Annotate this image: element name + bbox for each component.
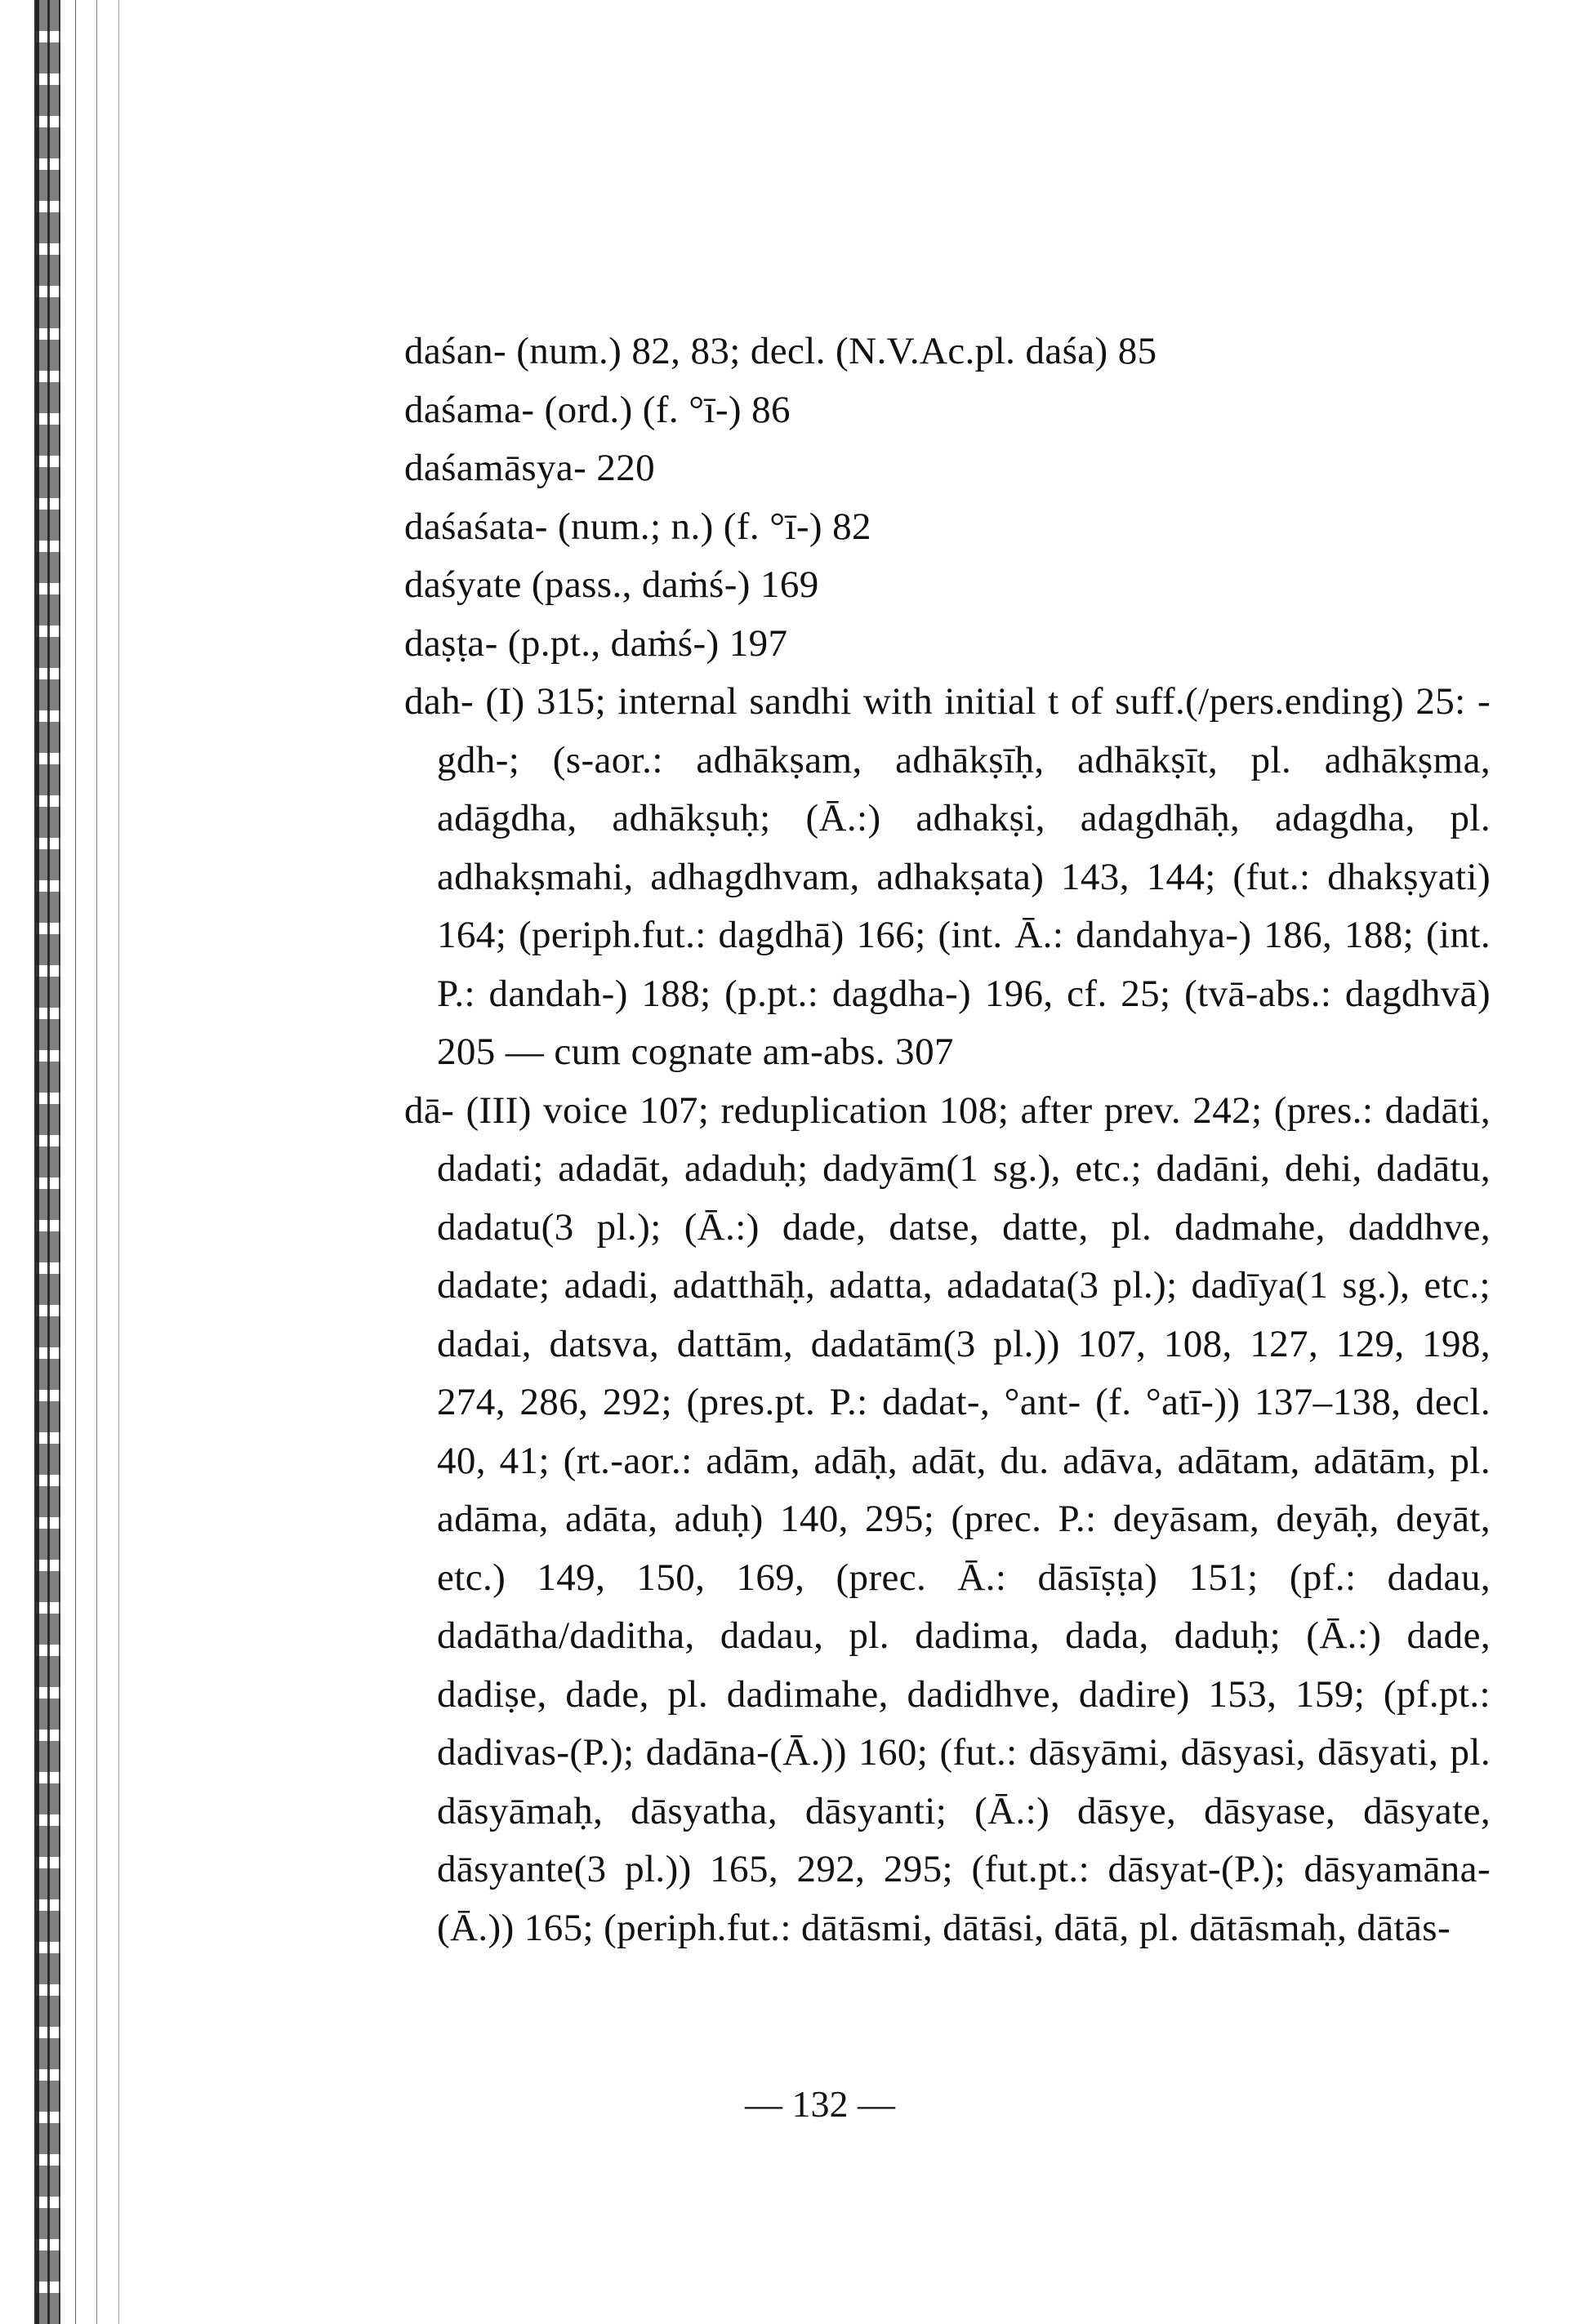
index-entry-da: dā- (III) voice 107; reduplication 108; after prev. 242; (pres.: dadāti, dadati; adadāt, adaduḥ; dadyām(1 sg.), etc.; dadāni, dehi, dadātu, dadatu(3 pl.); (Ā.:) dade, datse, datte, pl. dadmahe, daddhve, dadate; adadi, adatthāḥ, adatta, adadata(3 pl.); dadīya(1 sg.), etc.; dadai, datsva, dattām, dadatām(3 pl.)) 107, 108, 127, 129, 198, 274, 286, 292; (pres.pt. P.: dadat-, °ant- (f. °atī-)) 137–138, decl. 40, 41; (rt.-aor.: adām, adāḥ, adāt, du. adāva, adātam, adātām, pl. adāma, adāta, aduḥ) 140, 295; (prec. P.: deyāsam, deyāḥ, deyāt, etc.) 149, 150, 169, (prec. Ā.: dāsīṣṭa) 151; (pf.: dadau, dadātha/daditha, dadau, pl. dadima, dada, daduḥ; (Ā.:) dade, dadiṣe, dade, pl. dadimahe, dadidhve, dadire) 153, 159; (pf.pt.: dadivas-(P.); dadāna-(Ā.)) 160; (fut.: dāsyāmi, dāsyasi, dāsyati, pl. dāsyāmaḥ, dāsyatha, dāsyanti; (Ā.:) dāsye, dāsyase, dāsyate, dāsyante(3 pl.)) 165, 292, 295; (fut.pt.: dāsyat-(P.); dāsyamāna-(Ā.)) 165; (periph.fut.: dātāsmi, dātāsi, dātā, pl. dātāsmaḥ, dātās- (404, 1089, 1491, 1949)
index-entry: daśamāsya- 220 (404, 447, 656, 489)
index-entry: daśaśata- (num.; n.) (f. °ī-) 82 (404, 505, 871, 548)
index-entry: daśan- (num.) 82, 83; decl. (N.V.Ac.pl. daśa) 85 (404, 330, 1157, 372)
index-entries (404, 323, 1491, 1957)
page-number: — 132 — (745, 2083, 895, 2125)
binding-edge (0, 0, 143, 2324)
index-entry-dah: dah- (I) 315; internal sandhi with initial t of suff.(/pers.ending) 25: -gdh-; (s-aor.: adhākṣam, adhākṣīḥ, adhākṣīt, pl. adhākṣma, adāgdha, adhākṣuḥ; (Ā.:) adhakṣi, adagdhāḥ, adagdha, pl. adhakṣmahi, adhagdhvam, adhakṣata) 143, 144; (fut.: dhakṣyati) 164; (periph.fut.: dagdhā) 166; (int. Ā.: dandahya-) 186, 188; (int. P.: dandah-) 188; (p.pt.: dagdha-) 196, cf. 25; (tvā-abs.: dagdhvā) 205 — cum cognate am-abs. 307 (404, 680, 1491, 1073)
index-entry: daṣṭa- (p.pt., daṁś-) 197 (404, 621, 788, 665)
index-entry: daśyate (pass., daṁś-) 169 (404, 563, 819, 606)
index-entry: daśama- (ord.) (f. °ī-) 86 (404, 388, 791, 431)
